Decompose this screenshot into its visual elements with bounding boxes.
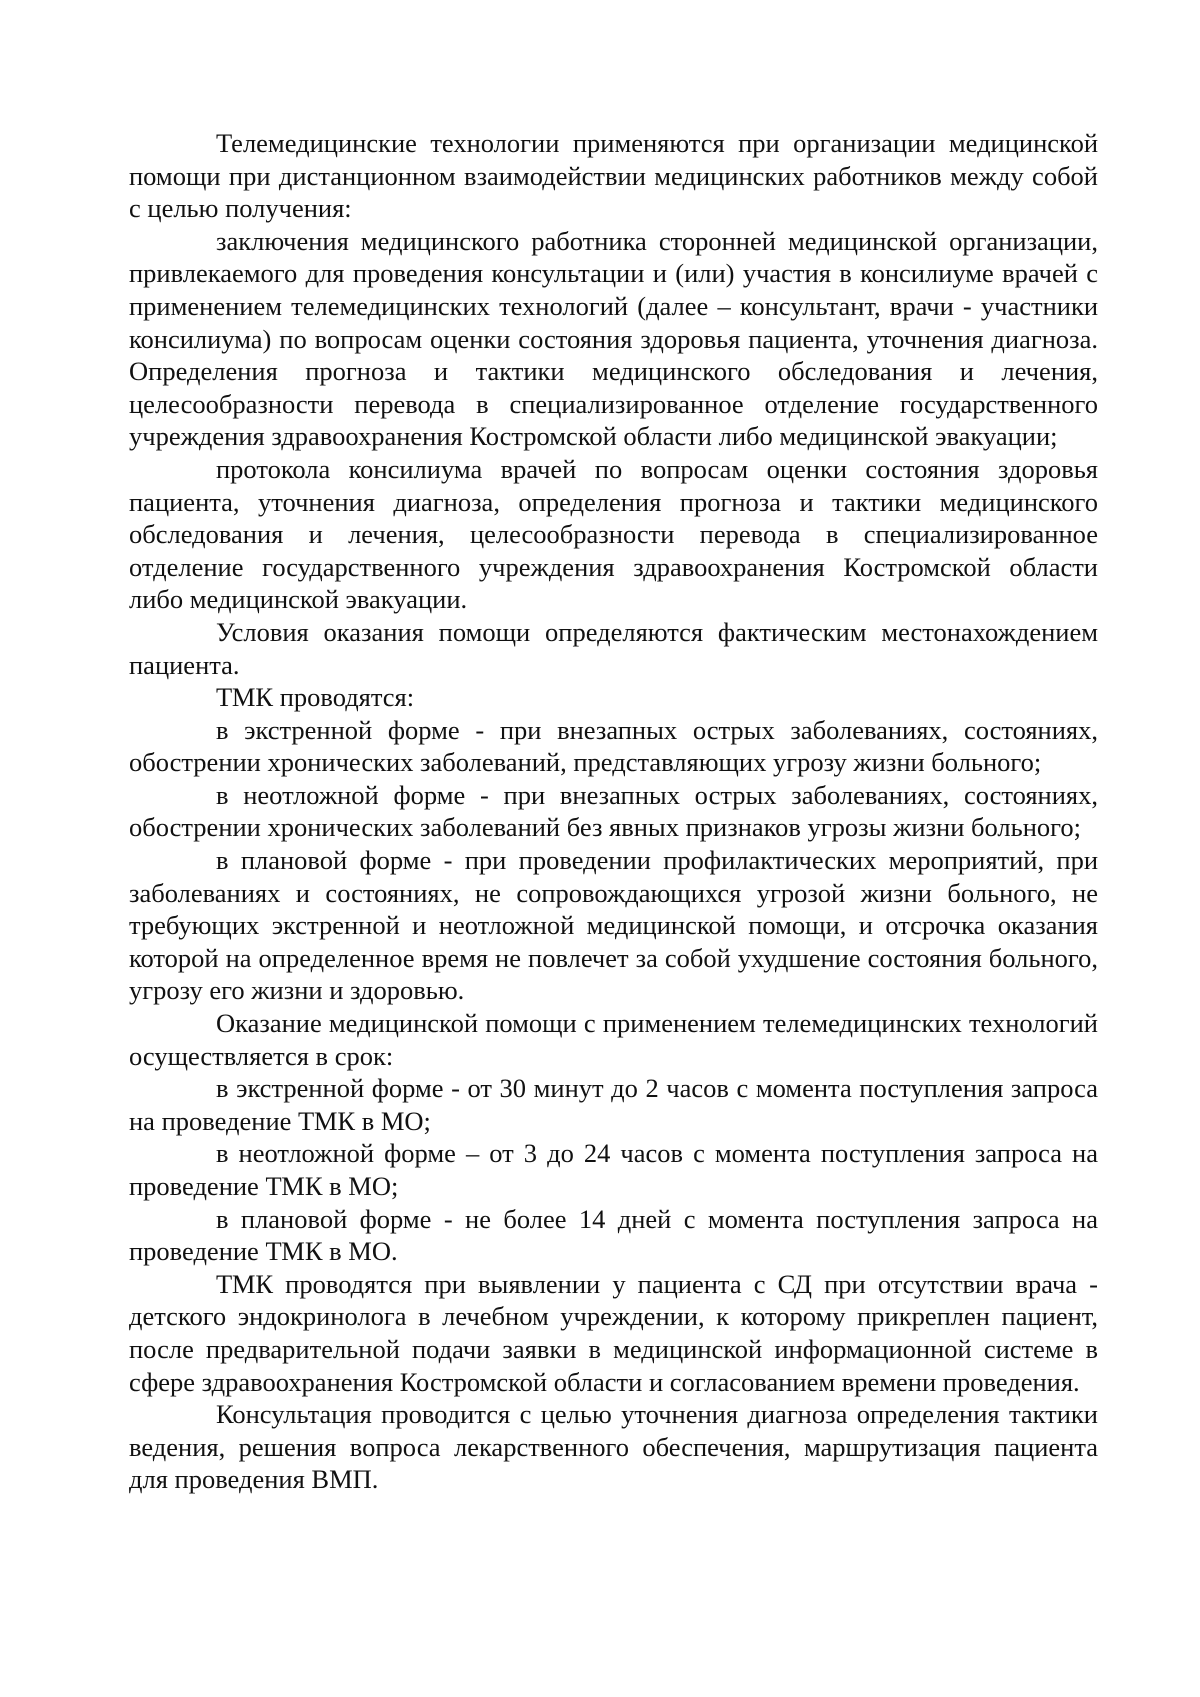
paragraph-planned-form: в плановой форме - при проведении профилактических мероприятий, при заболеваниях и состояниях, не сопровождающихся угрозой жизни больного, не требующих экстренной и неотложной медицинской помощи, и отсрочка оказания которой на определенное время не повлечет за собой ухудшение состояния больного, угрозу его жизни и здоровью. [129, 845, 1098, 1006]
paragraph-emergency-form: в экстренной форме - при внезапных острых заболеваниях, состояниях, обострении хронических заболеваний, представляющих угрозу жизни больного; [129, 714, 1098, 778]
paragraph-deadlines-heading: Оказание медицинской помощи с применением телемедицинских технологий осуществляется в срок: [129, 1008, 1098, 1071]
paragraph-telemedicine-purpose: Телемедицинские технологии применяются при организации медицинской помощи при дистанционном взаимодействии медицинских работников между собой с целью получения: [129, 128, 1098, 224]
paragraph-diabetes-tmk: ТМК проводятся при выявлении у пациента с СД при отсутствии врача - детского эндокринолога в лечебном учреждении, к которому прикреплен пациент, после предварительной подачи заявки в медицинской информационной системе в сфере здравоохранения Костромской области и согласованием времени проведения. [129, 1268, 1098, 1397]
paragraph-planned-deadline: в плановой форме - не более 14 дней с момента поступления запроса на проведение ТМК в МО. [129, 1203, 1098, 1267]
paragraph-care-conditions: Условия оказания помощи определяются фактическим местонахождением пациента. [129, 616, 1098, 680]
paragraph-tmk-forms-heading: ТМК проводятся: [216, 682, 415, 713]
paragraph-urgent-form: в неотложной форме - при внезапных острых заболеваниях, состояниях, обострении хронических заболеваний без явных признаков угрозы жизни больного; [129, 779, 1098, 843]
paragraph-emergency-deadline: в экстренной форме - от 30 минут до 2 часов с момента поступления запроса на проведение ТМК в МО; [129, 1073, 1098, 1136]
paragraph-urgent-deadline: в неотложной форме – от 3 до 24 часов с момента поступления запроса на проведение ТМК в МО; [129, 1138, 1098, 1201]
paragraph-consultation-purpose: Консультация проводится с целью уточнения диагноза определения тактики ведения, решения вопроса лекарственного обеспечения, маршрутизация пациента для проведения ВМП. [129, 1399, 1098, 1495]
paragraph-consultant-conclusion: заключения медицинского работника сторонней медицинской организации, привлекаемого для проведения консультации и (или) участия в консилиуме врачей с применением телемедицинских технологий (далее – консультант, врачи - участники консилиума) по вопросам оценки состояния здоровья пациента, уточнения диагноза. Определения прогноза и тактики медицинского обследования и лечения, целесообразности перевода в специализированное отделение государственного учреждения здравоохранения Костромской области либо медицинской эвакуации; [129, 225, 1098, 452]
paragraph-council-protocol: протокола консилиума врачей по вопросам оценки состояния здоровья пациента, уточнения диагноза, определения прогноза и тактики медицинского обследования и лечения, целесообразности перевода в специализированное отделение государственного учреждения здравоохранения Костромской области либо медицинской эвакуации. [129, 453, 1098, 615]
document-body [129, 127, 1098, 1496]
